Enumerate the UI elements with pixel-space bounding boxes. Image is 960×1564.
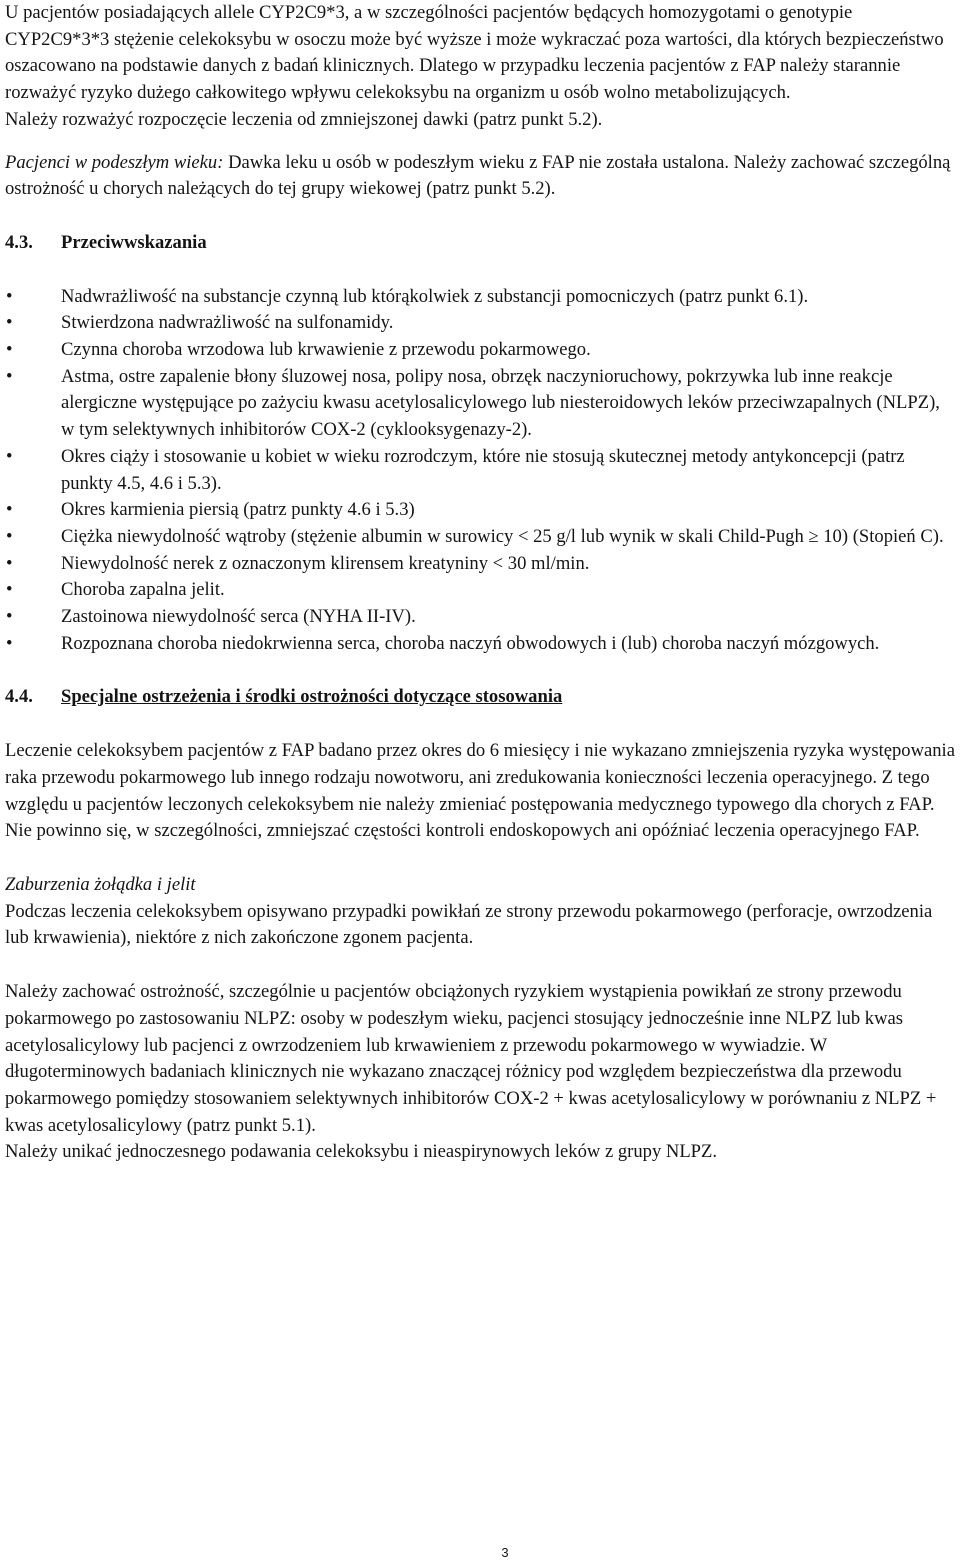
- intro-paragraph-2: Należy rozważyć rozpoczęcie leczenia od zmniejszonej dawki (patrz punkt 5.2).: [5, 108, 603, 130]
- contraindications-list: [5, 284, 955, 658]
- bullet-icon: •: [6, 552, 13, 574]
- document-page: [5, 0, 955, 1166]
- gi-paragraph-3: Należy unikać jednoczesnego podawania celekoksybu i nieaspirynowych leków z grupy NLPZ.: [5, 1141, 718, 1163]
- elderly-label: Pacjenci w podeszłym wieku:: [5, 151, 224, 173]
- list-item: • Okres karmienia piersią (patrz punkty 4.6 i 5.3): [5, 497, 955, 524]
- section-4-3-title: Przeciwwskazania: [61, 231, 207, 253]
- bullet-icon: •: [6, 525, 13, 547]
- bullet-icon: •: [6, 339, 13, 361]
- section-4-3-number: 4.3.: [5, 231, 33, 253]
- section-4-4-heading: [5, 684, 955, 711]
- gi-subheading: Zaburzenia żołądka i jelit: [5, 873, 196, 895]
- list-item: • Nadwrażliwość na substancje czynną lub którąkolwiek z substancji pomocniczych (patrz punkt 6.1).: [5, 284, 955, 311]
- section-4-3-heading: [5, 230, 955, 257]
- list-item: • Okres ciąży i stosowanie u kobiet w wieku rozrodczym, które nie stosują skutecznej metody antykoncepcji (patrz punkty 4.5, 4.6 i 5.3).: [6, 445, 905, 494]
- list-item: • Choroba zapalna jelit.: [5, 577, 955, 604]
- list-item: • Rozpoznana choroba niedokrwienna serca, choroba naczyń obwodowych i (lub) choroba naczyń mózgowych.: [5, 631, 955, 658]
- bullet-icon: •: [6, 445, 13, 467]
- gi-paragraph-2: Należy zachować ostrożność, szczególnie u pacjentów obciążonych ryzykiem wystąpienia powikłań ze strony przewodu pokarmowego po zastosowaniu NLPZ: osoby w podeszłym wieku, pacjenci stosujący jednocześnie inne NLPZ lub kwas acetylosalicylowy lub pacjenci z owrzodzeniem lub krwawieniem z przewodu pokarmowego w wywiadzie. W długoterminowych badaniach klinicznych nie wykazano znaczącej różnicy pod względem bezpieczeństwa dla przewodu pokarmowego pomiędzy stosowaniem selektywnych inhibitorów COX-2 + kwas acetylosalicylowy w porównaniu z NLPZ + kwas acetylosalicylowy (patrz punkt 5.1).: [5, 981, 937, 1136]
- intro-paragraph-1: U pacjentów posiadających allele CYP2C9*3, a w szczególności pacjentów będących homozygotami o genotypie CYP2C9*3*3 stężenie celekoksybu w osoczu może być wyższe i może wykraczać poza wartości, dla których bezpieczeństwo oszacowano na podstawie danych z badań klinicznych. Dlatego w przypadku leczenia pacjentów z FAP należy starannie rozważyć ryzyko dużego całkowitego wpływu celekoksybu na organizm u osób wolno metabolizujących.: [5, 2, 944, 104]
- bullet-icon: •: [6, 285, 13, 307]
- list-item: • Zastoinowa niewydolność serca (NYHA II-IV).: [5, 604, 955, 631]
- list-item: • Czynna choroba wrzodowa lub krwawienie z przewodu pokarmowego.: [5, 337, 955, 364]
- page-number: 3: [501, 1545, 509, 1560]
- gi-paragraph-1: Podczas leczenia celekoksybem opisywano przypadki powikłań ze strony przewodu pokarmowego (perforacje, owrzodzenia lub krwawienia), niektóre z nich zakończone zgonem pacjenta.: [5, 900, 933, 949]
- bullet-icon: •: [6, 606, 13, 628]
- section-4-4-number: 4.4.: [5, 686, 33, 708]
- bullet-icon: •: [6, 312, 13, 334]
- list-item: • Ciężka niewydolność wątroby (stężenie albumin w surowicy < 25 g/l lub wynik w skali Child-Pugh ≥ 10) (Stopień C).: [5, 524, 955, 551]
- bullet-icon: •: [6, 579, 13, 601]
- bullet-icon: •: [6, 499, 13, 521]
- elderly-text: Dawka leku u osób w podeszłym wieku z FAP nie została ustalona. Należy zachować szczególną ostrożność u chorych należących do tej grupy wiekowej (patrz punkt 5.2).: [5, 151, 951, 200]
- fap-paragraph: Leczenie celekoksybem pacjentów z FAP badano przez okres do 6 miesięcy i nie wykazano zmniejszenia ryzyka występowania raka przewodu pokarmowego lub innego rodzaju nowotworu, ani zredukowania konieczności leczenia operacyjnego. Z tego względu u pacjentów leczonych celekoksybem nie należy zmieniać postępowania medycznego typowego dla chorych z FAP. Nie powinno się, w szczególności, zmniejszać częstości kontroli endoskopowych ani opóźniać leczenia operacyjnego FAP.: [5, 740, 955, 842]
- bullet-icon: •: [6, 632, 13, 654]
- section-4-4-title: Specjalne ostrzeżenia i środki ostrożności dotyczące stosowania: [61, 686, 563, 708]
- elderly-paragraph: [5, 150, 955, 203]
- list-item: • Astma, ostre zapalenie błony śluzowej nosa, polipy nosa, obrzęk naczynioruchowy, pokrzywka lub inne reakcje alergiczne występujące po zażyciu kwasu acetylosalicylowego lub niesteroidowych leków przeciwzapalnych (NLPZ), w tym selektywnych inhibitorów COX-2 (cyklooksygenazy-2).: [6, 365, 940, 441]
- list-item: • Niewydolność nerek z oznaczonym klirensem kreatyniny < 30 ml/min.: [5, 551, 955, 578]
- bullet-icon: •: [6, 365, 13, 387]
- list-item: • Stwierdzona nadwrażliwość na sulfonamidy.: [5, 310, 955, 337]
